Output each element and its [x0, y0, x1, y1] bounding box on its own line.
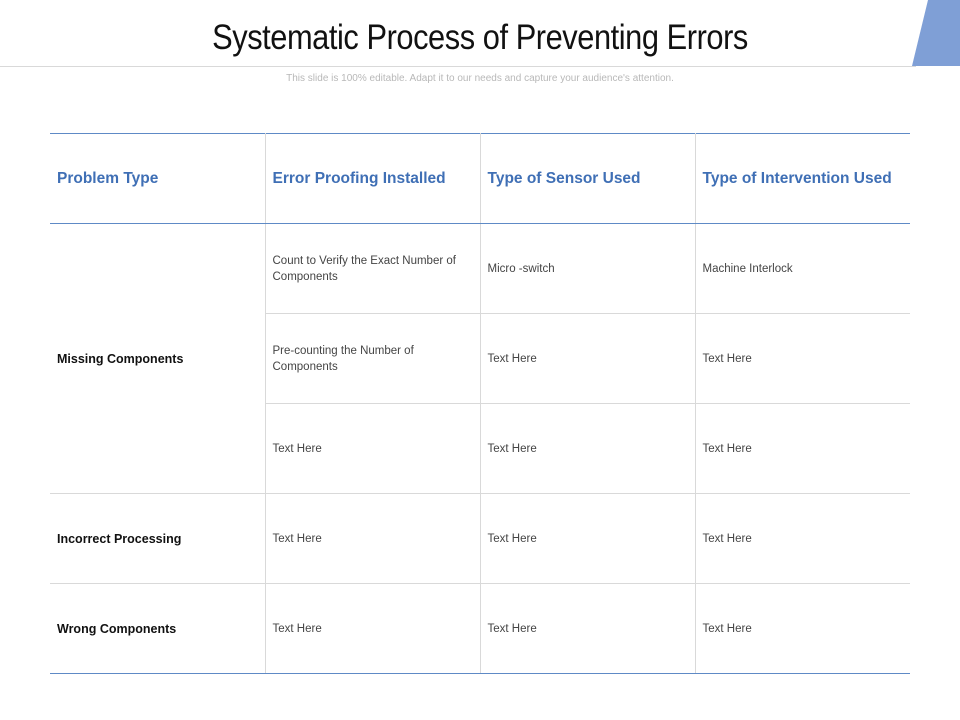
- intervention-cell: Text Here: [695, 494, 910, 584]
- intervention-cell: Text Here: [695, 584, 910, 674]
- error-proofing-cell: Text Here: [265, 494, 480, 584]
- error-proofing-cell: Count to Verify the Exact Number of Components: [265, 224, 480, 314]
- table-row: [50, 584, 910, 674]
- header-error-proofing: Error Proofing Installed: [265, 134, 480, 224]
- intervention-cell: Text Here: [695, 404, 910, 494]
- sensor-cell: Text Here: [480, 314, 695, 404]
- header-sensor-type: Type of Sensor Used: [480, 134, 695, 224]
- error-proofing-cell: Text Here: [265, 404, 480, 494]
- sensor-cell: Text Here: [480, 494, 695, 584]
- slide-title: Systematic Process of Preventing Errors: [212, 18, 748, 57]
- sensor-cell: Text Here: [480, 404, 695, 494]
- header-problem-type: Problem Type: [50, 134, 265, 224]
- problem-type-cell: Incorrect Processing: [50, 494, 265, 584]
- corner-accent-shape: [912, 0, 960, 66]
- header-divider: [0, 66, 916, 67]
- error-proofing-cell: Pre-counting the Number of Components: [265, 314, 480, 404]
- intervention-cell: Text Here: [695, 314, 910, 404]
- header-intervention-type: Type of Intervention Used: [695, 134, 910, 224]
- table-header-row: [50, 134, 910, 224]
- problem-type-cell: Wrong Components: [50, 584, 265, 674]
- table-row: [50, 494, 910, 584]
- sensor-cell: Text Here: [480, 584, 695, 674]
- error-prevention-table: [50, 133, 910, 674]
- error-proofing-cell: Text Here: [265, 584, 480, 674]
- sensor-cell: Micro -switch: [480, 224, 695, 314]
- problem-type-cell: Missing Components: [50, 224, 265, 494]
- intervention-cell: Machine Interlock: [695, 224, 910, 314]
- slide-subtitle: This slide is 100% editable. Adapt it to our needs and capture your audience's attention.: [286, 73, 674, 84]
- table-row: [50, 224, 910, 314]
